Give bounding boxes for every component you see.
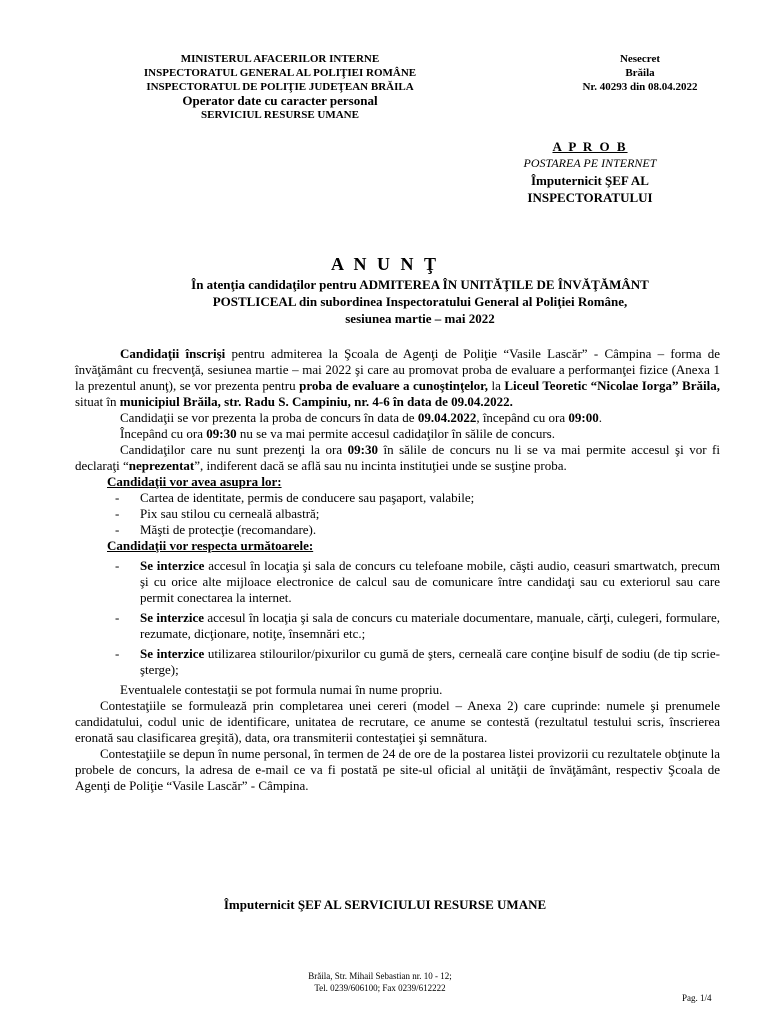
paragraph-absent <box>75 442 720 474</box>
footer-address: Brăila, Str. Mihail Sebastian nr. 10 - 12; <box>308 971 452 981</box>
paragraph-contest-form: Contestaţiile se formulează prin completarea unei cereri (model – Anexa 2) care cuprinde: numele şi prenumele candidatului, codul unic de identificare, unitatea de recrutare, ce anume se contestă (rezultatul testului scris, înscrierea eronată sau clasificarea greşită), data, ora transmiterii contestaţiei şi semnătura. <box>75 698 720 745</box>
dash-bullet: - <box>115 490 120 505</box>
text-span: , începând cu ora <box>476 410 569 425</box>
text-span: în sălile de concurs nu li se va mai permite accesul şi vor fi declaraţi “ <box>75 442 720 473</box>
bold-prohibited: Se interzice <box>140 558 205 573</box>
text-span: pentru admiterea la Şcoala de Agenţi de Poliţie “Vasile Lascăr” - Câmpina – forma de învăţământ cu frecvenţă, sesiunea martie – mai 2022 şi care au promovat proba de evaluare a performanţei fizice (Anexa 1 la prezentul anunţ), se vor prezenta pentru <box>75 346 721 393</box>
bold-date: 09.04.2022 <box>417 410 477 425</box>
bold-time: 09:00 <box>568 410 599 425</box>
paragraph-access <box>75 426 720 442</box>
footer-contact <box>250 970 510 994</box>
bold-exam: proba de evaluare a cunoştinţelor, <box>299 378 488 393</box>
bold-school: Liceul Teoretic “Nicolae Iorga” Brăila, <box>504 378 720 393</box>
paragraph-date <box>75 410 720 426</box>
approval-line-1: Împuternicit ŞEF AL <box>531 173 649 188</box>
have-list <box>75 490 720 538</box>
footer-phone: Tel. 0239/606100; Fax 0239/612222 <box>314 983 446 993</box>
approval-posting: POSTAREA PE INTERNET <box>523 156 657 170</box>
classification-label: Nesecret <box>619 53 661 65</box>
approval-block <box>500 138 680 206</box>
signature-title: Împuternicit ŞEF AL SERVICIULUI RESURSE UMANE <box>223 897 547 912</box>
announcement-body <box>75 346 720 794</box>
bold-address: municipiul Brăila, str. Radu S. Campiniu, nr. 4-6 în data de 09.04.2022. <box>119 394 513 409</box>
registration-number: Nr. 40293 din 08.04.2022 <box>582 81 698 93</box>
paragraph-contest-submit: Contestaţiile se depun în nume personal, în termen de 24 de ore de la postarea listei provizorii cu rezultatele obţinute la probele de concurs, la adresa de e-mail ce va fi postată pe site-ul oficial al unităţii de învăţământ, respectiv Şcoala de Agenţi de Poliţie “Vasile Lascăr” - Câmpina. <box>75 746 720 793</box>
paragraph-contest-own: Eventualele contestaţii se pot formula numai în nume propriu. <box>120 682 443 697</box>
text-span: Începând cu ora <box>120 426 207 441</box>
item-text: utilizarea stilourilor/pixurilor cu gumă de şters, cerneală care conţine bisulf de sodiu (de tip scrie-şterge); <box>140 646 720 677</box>
list-item <box>75 490 720 506</box>
dash-bullet: - <box>115 506 120 521</box>
header-institution <box>80 52 480 122</box>
announcement-subtitle <box>120 276 720 327</box>
bold-time: 09:30 <box>206 426 237 441</box>
have-heading: Candidaţii vor avea asupra lor: <box>107 474 282 489</box>
list-item <box>75 558 720 606</box>
bold-candidates: Candidaţii înscrişi <box>120 346 226 361</box>
item-text: Cartea de identitate, permis de conducere sau paşaport, valabile; <box>140 490 475 505</box>
text-span: la <box>488 378 505 393</box>
igpr-line: INSPECTORATUL GENERAL AL POLIŢIEI ROMÂNE <box>143 67 417 79</box>
bold-prohibited: Se interzice <box>140 610 205 625</box>
list-item <box>75 610 720 642</box>
dash-bullet: - <box>115 610 120 625</box>
bold-time: 09:30 <box>347 442 378 457</box>
text-span: situat în <box>75 394 120 409</box>
item-text: accesul în locaţia şi sala de concurs cu materiale documentare, manuale, cărţi, culegeri, formulare, rezumate, dicţionare, notiţe, însemnări etc.; <box>140 610 721 641</box>
subtitle-line-1: În atenţia candidaţilor pentru ADMITEREA ÎN UNITĂŢILE DE ÎNVĂŢĂMÂNT <box>191 277 649 292</box>
rules-list <box>75 558 720 678</box>
text-span: . <box>598 410 602 425</box>
text-span: Candidaţii se vor prezenta la proba de concurs în data de <box>120 410 418 425</box>
city-label: Brăila <box>625 67 655 79</box>
ipj-line: INSPECTORATUL DE POLIŢIE JUDEŢEAN BRĂILA <box>146 81 414 93</box>
item-text: Măşti de protecţie (recomandare). <box>140 522 317 537</box>
header-classification <box>560 52 720 94</box>
respect-heading: Candidaţii vor respecta următoarele: <box>107 538 314 553</box>
dash-bullet: - <box>115 558 120 573</box>
item-text: Pix sau stilou cu cerneală albastră; <box>140 506 320 521</box>
approval-title: A P R O B <box>552 139 628 154</box>
approval-line-2: INSPECTORATULUI <box>527 190 653 205</box>
data-operator-line: Operator date cu caracter personal <box>182 93 378 108</box>
paragraph-candidates <box>75 346 720 410</box>
dash-bullet: - <box>115 522 120 537</box>
ministry-line: MINISTERUL AFACERILOR INTERNE <box>180 53 380 65</box>
dash-bullet: - <box>115 646 120 661</box>
text-span: Candidaţilor care nu sunt prezenţi la ora <box>120 442 348 457</box>
page-number: Pag. 1/4 <box>682 993 712 1003</box>
item-text: accesul în locaţia şi sala de concurs cu telefoane mobile, căşti audio, ceasuri smartwatch, precum şi cu orice alte mijloace electronice de calcul sau de comunicare între candidaţi sau cu exteriorul sau care permit conectarea la internet. <box>140 558 720 605</box>
bold-prohibited: Se interzice <box>140 646 205 661</box>
subtitle-line-3: sesiunea martie – mai 2022 <box>345 311 495 326</box>
list-item <box>75 506 720 522</box>
service-line: SERVICIUL RESURSE UMANE <box>201 109 359 121</box>
list-item <box>75 646 720 678</box>
subtitle-line-2: POSTLICEAL din subordinea Inspectoratului General al Poliţiei Române, <box>212 294 628 309</box>
text-span: nu se va mai permite accesul cadidaţilor în sălile de concurs. <box>236 426 555 441</box>
bold-absent: neprezentat <box>128 458 195 473</box>
text-span: ”, indiferent dacă se află sau nu incinta instituţiei unde se susţine proba. <box>194 458 567 473</box>
announcement-title: A N U N Ţ <box>330 254 439 274</box>
list-item <box>75 522 720 538</box>
